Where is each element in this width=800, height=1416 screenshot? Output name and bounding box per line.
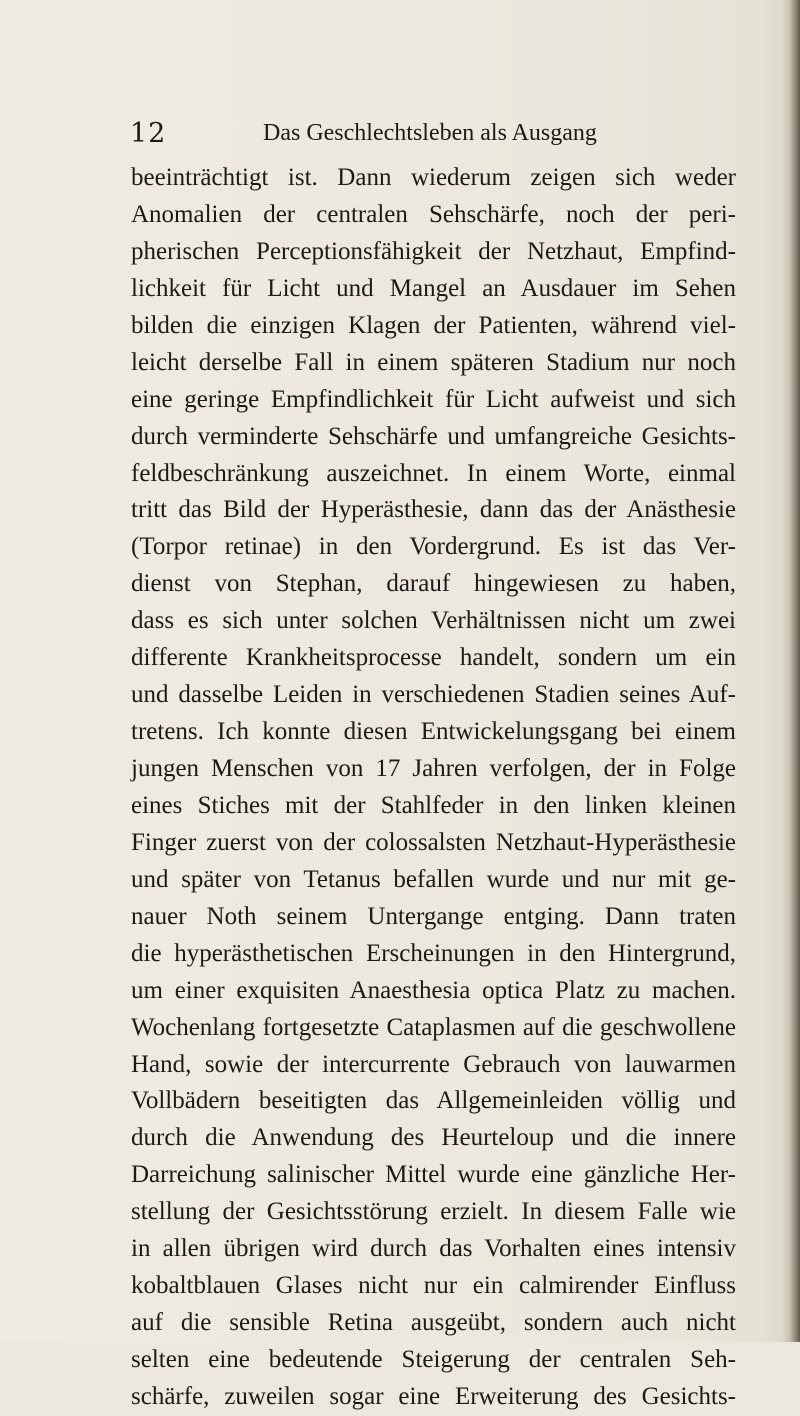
text-line: Wochenlang fortgesetzte Cataplasmen auf die geschwollene — [131, 1013, 736, 1041]
text-line: dienst von Stephan, darauf hingewiesen zu haben, — [131, 570, 736, 598]
text-line: (Torpor retinae) in den Vordergrund. Es ist das Ver- — [131, 533, 736, 561]
page-edge-shadow — [782, 0, 800, 1342]
text-line: differente Krankheitsprocesse handelt, sondern um ein — [131, 644, 736, 672]
text-line: Vollbädern beseitigten das Allgemeinleiden völlig und — [131, 1087, 736, 1115]
text-line: lichkeit für Licht und Mangel an Ausdauer im Sehen — [131, 274, 736, 302]
text-line: beeinträchtigt ist. Dann wiederum zeigen sich weder — [131, 164, 736, 191]
text-line: tretens. Ich konnte diesen Entwickelungsgang bei einem — [131, 718, 736, 746]
text-line: leicht derselbe Fall in einem späteren Stadium nur noch — [131, 348, 736, 376]
text-line: selten eine bedeutende Steigerung der centralen Seh- — [131, 1346, 736, 1373]
running-head: Das Geschlechtsleben als Ausgang — [263, 120, 597, 146]
text-line: stellung der Gesichtsstörung erzielt. In diesem Falle wie — [131, 1198, 736, 1226]
text-line: Hand, sowie der intercurrente Gebrauch von lauwarmen — [131, 1050, 736, 1078]
text-line: schärfe, zuweilen sogar eine Erweiterung des Gesichts- — [131, 1382, 736, 1410]
text-line: kobaltblauen Glases nicht nur ein calmirender Einfluss — [131, 1272, 736, 1300]
text-line: dass es sich unter solchen Verhältnissen nicht um zwei — [131, 607, 736, 635]
text-line: tritt das Bild der Hyperästhesie, dann das der Anästhesie — [131, 496, 736, 524]
text-line: pherischen Perceptionsfähigkeit der Netzhaut, Empfind- — [131, 237, 736, 265]
page-header — [130, 118, 730, 158]
body-text — [131, 160, 736, 1416]
text-line: die hyperästhetischen Erscheinungen in den Hintergrund, — [131, 939, 736, 967]
text-line: eines Stiches mit der Stahlfeder in den linken kleinen — [131, 791, 736, 819]
text-line: jungen Menschen von 17 Jahren verfolgen, der in Folge — [131, 755, 736, 782]
text-line: eine geringe Empfindlichkeit für Licht aufweist und sich — [131, 385, 736, 413]
text-line: Finger zuerst von der colossalsten Netzhaut-Hyperästhesie — [131, 828, 736, 856]
text-line: Anomalien der centralen Sehschärfe, noch der peri- — [131, 200, 736, 228]
text-line: durch die Anwendung des Heurteloup und die innere — [131, 1124, 736, 1152]
text-line: durch verminderte Sehschärfe und umfangreiche Gesichts- — [131, 422, 736, 450]
text-line: Darreichung salinischer Mittel wurde eine gänzliche Her- — [131, 1161, 736, 1189]
text-line: in allen übrigen wird durch das Vorhalten eines intensiv — [131, 1235, 736, 1263]
text-line: und dasselbe Leiden in verschiedenen Stadien seines Auf- — [131, 681, 736, 709]
text-line: auf die sensible Retina ausgeübt, sondern auch nicht — [131, 1309, 736, 1337]
text-line: um einer exquisiten Anaesthesia optica Platz zu machen. — [131, 976, 736, 1004]
page-number: 12 — [130, 118, 167, 149]
text-line: bilden die einzigen Klagen der Patienten, während viel- — [131, 311, 736, 339]
text-line: feldbeschränkung auszeichnet. In einem Worte, einmal — [131, 459, 736, 487]
text-line: nauer Noth seinem Untergange entging. Dann traten — [131, 902, 736, 930]
text-line: und später von Tetanus befallen wurde und nur mit ge- — [131, 865, 736, 893]
